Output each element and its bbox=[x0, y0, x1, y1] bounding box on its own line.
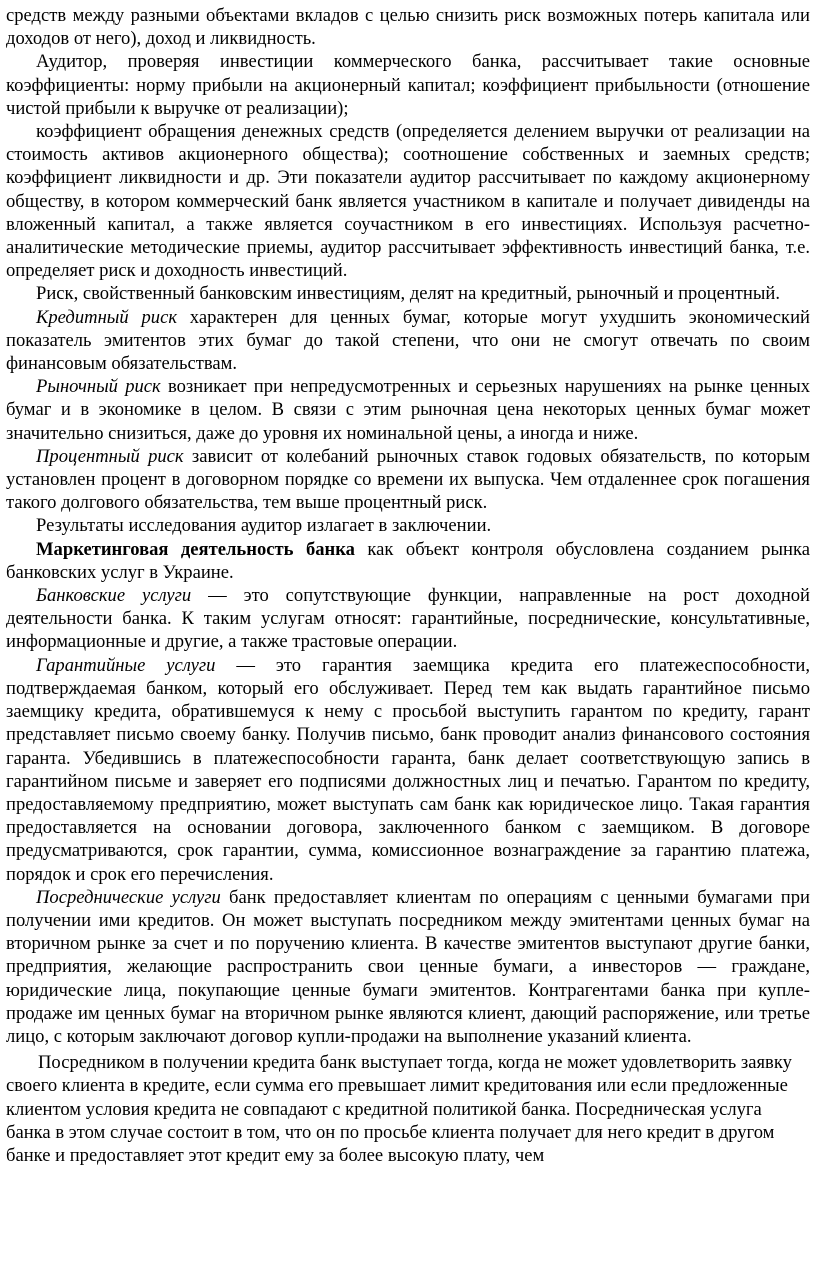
paragraph-marketing: Маркетинговая деятельность банка как объект контроля обусловлена созданием рынка банковских услуг в Украине. bbox=[6, 538, 810, 583]
term-intermediary-services: Посреднические услуги bbox=[36, 886, 221, 908]
paragraph-cash-turnover: коэффициент обращения денежных средств (определяется делением выручки от реализации на стоимость активов акционерного общества); соотношение собственных и заемных средств; коэффициент ликвидности и др. Эти показатели аудитор рассчитывает по каждому акционерному обществу, в котором коммерческий банк является участником в капитале и получает дивиденды на вложенный капитал, а также является соучастником в его инвестициях. Используя расчетно-аналитические методические приемы, аудитор рассчитывает эффективность инвестиций банка, т.е. определяет риск и доходность инвестиций. bbox=[6, 121, 810, 282]
term-bank-services: Банковские услуги bbox=[36, 585, 192, 607]
paragraph-intermediary-services: Посреднические услуги банк предоставляет клиентам по операциям с ценными бумагами при получении ими кредитов. Он может выступать посредником между эмитентами ценных бумаг на вторичном рынке за счет и по поручению клиента. В качестве эмитентов выступают другие банки, предприятия, желающие распространить свои ценные бумаги, а инвесторов — граждане, юридические лица, покупающие ценные бумаги эмитентов. Контрагентами банка при купле-продаже им ценных бумаг на вторичном рынке являются клиент, дающий распоряжение, или третье лицо, с которым заключают договор купли-продажи на выполнение указаний клиента. bbox=[6, 886, 810, 1047]
paragraph-continuation: средств между разными объектами вкладов с целью снизить риск возможных потерь капитала или доходов от него), доход и ликвидность. bbox=[6, 5, 810, 50]
paragraph-bank-services: Банковские услуги — это сопутствующие функции, направленные на рост доходной деятельности банка. К таким услугам относят: гарантийные, посреднические, консультативные, информационные и другие, а также трастовые операции. bbox=[6, 585, 811, 653]
term-interest-risk: Процентный риск bbox=[36, 445, 184, 467]
paragraph-credit-intermediary: Посредником в получении кредита банк выступает тогда, когда не может удовлетворить заявку своего клиента в кредите, если сумма его превышает лимит кредитования или если предложенные клиентом условия кредита не совпадают с кредитной политикой банка. Посредническая услуга банка в этом случае состоит в том, что он по просьбе клиента получает для него кредит в другом банке и предоставляет этот кредит ему за более высокую плату, чем bbox=[6, 1052, 792, 1166]
paragraph-risk-types: Риск, свойственный банковским инвестициям, делят на кредитный, рыночный и процентный. bbox=[36, 283, 780, 305]
paragraph-results: Результаты исследования аудитор излагает в заключении. bbox=[36, 515, 492, 537]
paragraph-guarantee-services: Гарантийные услуги — это гарантия заемщика кредита его платежеспособности, подтверждаемая банком, который его обслуживает. Перед тем как выдать гарантийное письмо заемщику кредита, обратившемуся к нему с просьбой выступить гарантом по кредиту, гарант представляет письмо своему банку. Получив письмо, банк проводит анализ финансового состояния гаранта. Убедившись в платежеспособности гаранта, банк делает соответствующую запись в гарантийном письме и заверяет его подписями должностных лиц и печатью. Гарантом по кредиту, предоставляемому предприятию, может выступать сам банк как юридическое лицо. Такая гарантия предоставляется на основании договора, заключенного банком с заемщиком. В договоре предусматриваются, срок гарантии, сумма, комиссионное вознаграждение за гарантию платежа, порядок и срок его перечисления. bbox=[6, 654, 810, 885]
term-guarantee-services: Гарантийные услуги bbox=[36, 654, 216, 676]
paragraph-credit-risk: Кредитный риск характерен для ценных бумаг, которые могут ухудшить экономический показатель эмитентов этих бумаг до такой степени, что они не смогут отвечать по своим финансовым обязательствам. bbox=[6, 306, 810, 375]
paragraph-interest-risk: Процентный риск зависит от колебаний рыночных ставок годовых обязательств, по которым установлен процент в договорном порядке со времени их выпуска. Чем отдаленнее срок погашения такого долгового обязательства, тем выше процентный риск. bbox=[6, 445, 810, 514]
term-credit-risk: Кредитный риск bbox=[36, 306, 178, 328]
heading-marketing-activity: Маркетинговая деятельность банка bbox=[36, 538, 355, 560]
paragraph-market-risk: Рыночный риск возникает при непредусмотренных и серьезных нарушениях на рынке ценных бумаг и в экономике в целом. В связи с этим рыночная цена некоторых ценных бумаг может значительно снизиться, даже до уровня их номинальной цены, а иногда и ниже. bbox=[6, 376, 810, 444]
paragraph-auditor-coefficients: Аудитор, проверяя инвестиции коммерческого банка, рассчитывает такие основные коэффициенты: норму прибыли на акционерный капитал; коэффициент прибыльности (отношение чистой прибыли к выручке от реализации); bbox=[6, 51, 810, 119]
term-market-risk: Рыночный риск bbox=[36, 376, 161, 398]
